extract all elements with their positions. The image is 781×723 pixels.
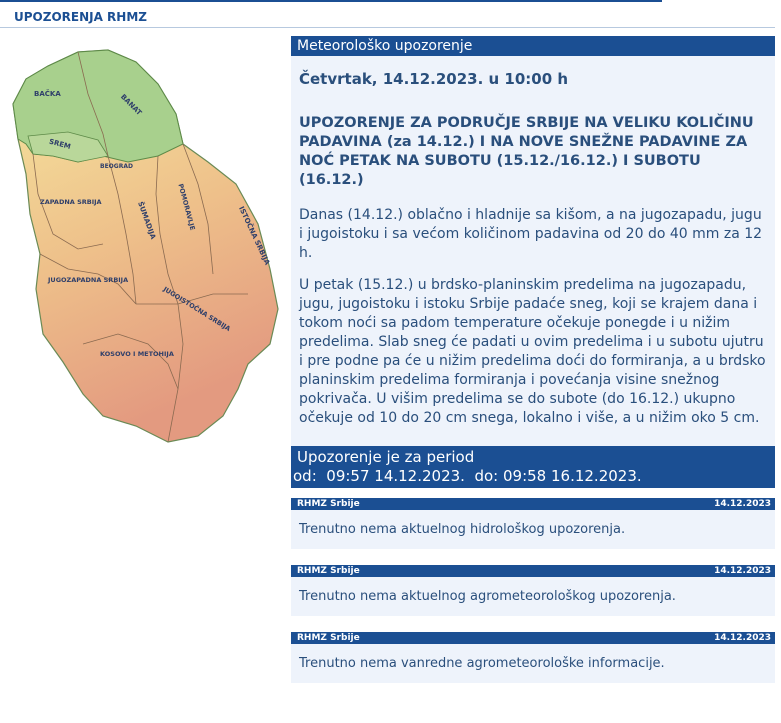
map-label-jugoistocna: JUGOISTOČNA SRBIJA (161, 285, 232, 334)
map-label-pomoravlje: POMORAVLJE (176, 182, 197, 232)
notice-date: 14.12.2023 (714, 633, 771, 643)
period-title: Upozorenje je za period (297, 448, 475, 466)
warning-datetime: Četvrtak, 14.12.2023. u 10:00 h (299, 70, 569, 88)
notice-header-agro-info (291, 632, 775, 644)
warning-paragraph-2: U petak (15.12.) u brdsko-planinskim predelima na jugozapadu, jugu, jugoistoku i istoku Srbije padaće sneg, koji se krajem dana i tokom noći sa padom temperature očekuje ponegde i u nižim predelima. Slab sneg će padati u ovim predelima i u subotu ujutru i pre podne pa će u nižim predelima doći do formiranja, a u brdsko planinskim predelima formiranja i povećanja visine snežnog pokrivača. U višim predelima se do subote (do 16.12.) ukupno očekuje od 10 do 20 cm snega, lokalno i više, a u nižim oko 5 cm. (299, 277, 766, 426)
warning-paragraph-1: Danas (14.12.) oblačno i hladnije sa kišom, a na jugozapadu, jugu i jugoistoku i sa većom količinom padavina od 20 do 40 mm za 12 h. (299, 207, 763, 261)
period-range: od: 09:57 14.12.2023. do: 09:58 16.12.2023. (293, 467, 642, 485)
notice-source: RHMZ Srbije (297, 633, 360, 643)
notice-hydro-text: Trenutno nema aktuelnog hidrološkog upozorenja. (291, 510, 775, 549)
map-label-kosovo: KOSOVO I METOHIJA (100, 350, 174, 358)
notice-source: RHMZ Srbije (297, 499, 360, 509)
notice-agro-text: Trenutno nema aktuelnog agrometeorološkog upozorenja. (291, 577, 775, 616)
panel-title: Meteorološko upozorenje (291, 36, 775, 56)
map-label-backa: BAČKA (34, 90, 61, 98)
notice-header-agro (291, 565, 775, 577)
notice-header-hydro (291, 498, 775, 510)
section-underline (0, 27, 775, 28)
warning-body (291, 56, 775, 488)
notice-agro-info-text: Trenutno nema vanredne agrometeorološke informacije. (291, 644, 775, 683)
map-label-istocna: ISTOČNA SRBIJA (237, 205, 272, 267)
map-label-srem: SREM (48, 137, 72, 152)
notice-date: 14.12.2023 (714, 566, 771, 576)
map-label-zapadna: ZAPADNA SRBIJA (40, 198, 102, 206)
map-label-jugozapadna: JUGOZAPADNA SRBIJA (48, 276, 129, 284)
map-label-beograd: BEOGRAD (100, 163, 133, 170)
section-label: UPOZORENJA RHMZ (14, 10, 147, 24)
top-rule (0, 0, 662, 2)
notice-source: RHMZ Srbije (297, 566, 360, 576)
map-label-sumadija: ŠUMADIJA (136, 200, 158, 241)
main-warning-panel (291, 36, 775, 683)
notice-date: 14.12.2023 (714, 499, 771, 509)
period-box (291, 446, 775, 488)
warning-headline: UPOZORENJE ZA PODRUČJE SRBIJE NA VELIKU KOLIČINU PADAVINA (za 14.12.) I NA NOVE SNEŽNE PADAVINE ZA NOĆ PETAK NA SUBOTU (15.12./16.12.) I SUBOTU (16.12.) (299, 115, 754, 188)
map-label-banat: BANAT (118, 92, 144, 118)
serbia-regions-map (8, 44, 280, 444)
